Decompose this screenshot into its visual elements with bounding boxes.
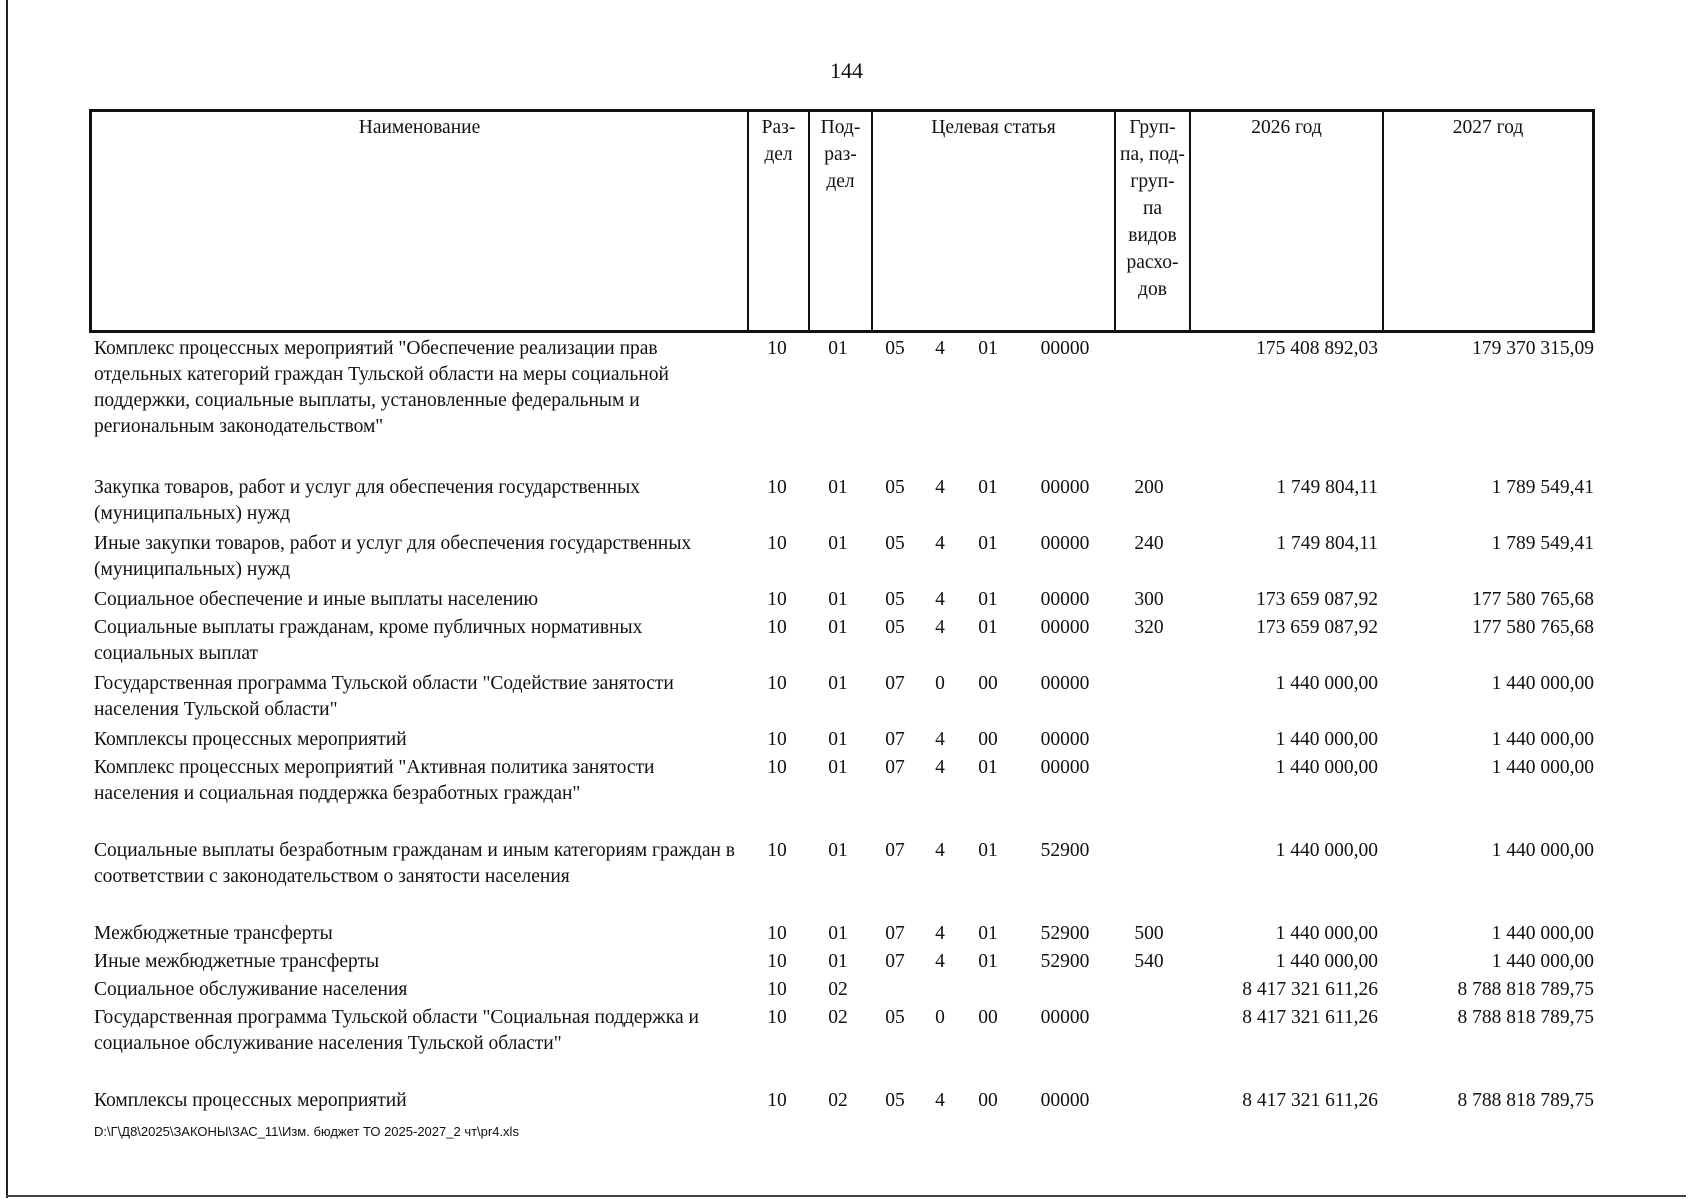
row-target-direction: 00000 [1040, 673, 1090, 694]
row-value-2026: 8 417 321 611,26 [1242, 1007, 1378, 1028]
row-target-direction: 00000 [1040, 757, 1090, 778]
row-target-direction: 00000 [1040, 617, 1090, 638]
scan-border-left [6, 0, 8, 1198]
row-expense-group: 240 [1134, 533, 1164, 554]
row-name: Иные закупки товаров, работ и услуг для обеспечения государственных (муниципальных) нужд [94, 533, 692, 580]
row-section: 10 [767, 729, 787, 750]
row-subsection: 01 [828, 589, 848, 610]
row-expense-group: 320 [1134, 617, 1164, 638]
row-name: Социальное обеспечение и иные выплаты населению [94, 589, 539, 610]
header-expense-group: Груп- па, под- груп- па видов расхо- дов [1120, 117, 1185, 300]
row-value-2027: 1 440 000,00 [1491, 757, 1594, 778]
row-section: 10 [767, 923, 787, 944]
row-value-2027: 1 440 000,00 [1491, 840, 1594, 861]
row-target-direction: 00000 [1040, 477, 1090, 498]
row-target-type: 4 [935, 533, 945, 554]
row-target-complex: 01 [978, 589, 998, 610]
row-subsection: 01 [828, 533, 848, 554]
row-subsection: 01 [828, 729, 848, 750]
row-value-2027: 1 789 549,41 [1491, 533, 1594, 554]
row-target-type: 4 [935, 840, 945, 861]
row-subsection: 01 [828, 757, 848, 778]
row-value-2026: 8 417 321 611,26 [1242, 1090, 1378, 1111]
row-section: 10 [767, 673, 787, 694]
row-subsection: 02 [828, 1007, 848, 1028]
row-subsection: 02 [828, 979, 848, 1000]
row-target-direction: 52900 [1040, 840, 1090, 861]
row-section: 10 [767, 979, 787, 1000]
row-section: 10 [767, 951, 787, 972]
header-divider [871, 112, 873, 330]
row-target-complex: 00 [978, 1090, 998, 1111]
row-target-program: 05 [885, 533, 905, 554]
row-target-program: 07 [885, 840, 905, 861]
row-target-complex: 00 [978, 673, 998, 694]
row-target-direction: 00000 [1040, 729, 1090, 750]
row-target-program: 05 [885, 589, 905, 610]
row-target-program: 07 [885, 757, 905, 778]
row-target-complex: 01 [978, 477, 998, 498]
row-name: Государственная программа Тульской области "Содействие занятости населения Тульской области" [94, 673, 674, 720]
row-value-2027: 177 580 765,68 [1472, 589, 1594, 610]
row-target-type: 4 [935, 617, 945, 638]
row-target-direction: 00000 [1040, 338, 1090, 359]
row-target-type: 4 [935, 477, 945, 498]
row-target-complex: 01 [978, 923, 998, 944]
header-year-2026: 2026 год [1251, 117, 1322, 138]
row-value-2027: 1 440 000,00 [1491, 923, 1594, 944]
row-target-complex: 00 [978, 1007, 998, 1028]
row-subsection: 01 [828, 338, 848, 359]
row-section: 10 [767, 533, 787, 554]
row-target-type: 4 [935, 951, 945, 972]
row-subsection: 02 [828, 1090, 848, 1111]
file-path-footer: D:\Г\Д8\2025\ЗАКОНЫ\ЗАС_11\Изм. бюджет ТО 2025-2027_2 чт\pr4.xls [94, 1124, 519, 1139]
row-target-program: 07 [885, 729, 905, 750]
row-name: Комплексы процессных мероприятий [94, 729, 407, 750]
row-value-2027: 1 789 549,41 [1491, 477, 1594, 498]
row-subsection: 01 [828, 477, 848, 498]
row-expense-group: 540 [1134, 951, 1164, 972]
header-year-2027: 2027 год [1452, 117, 1524, 138]
row-name: Социальные выплаты безработным гражданам и иным категориям граждан в соответствии с законодательством о занятости населения [94, 840, 735, 887]
row-target-program: 05 [885, 1090, 905, 1111]
row-name: Иные межбюджетные трансферты [94, 951, 380, 972]
row-value-2027: 8 788 818 789,75 [1457, 1007, 1594, 1028]
row-target-complex: 01 [978, 951, 998, 972]
row-value-2026: 1 440 000,00 [1275, 729, 1378, 750]
row-name: Закупка товаров, работ и услуг для обеспечения государственных (муниципальных) нужд [94, 477, 641, 524]
row-value-2027: 8 788 818 789,75 [1457, 1090, 1594, 1111]
row-target-complex: 01 [978, 617, 998, 638]
row-section: 10 [767, 1007, 787, 1028]
row-name: Социальные выплаты гражданам, кроме публичных нормативных социальных выплат [94, 617, 643, 664]
row-target-type: 0 [935, 1007, 945, 1028]
row-target-type: 4 [935, 1090, 945, 1111]
row-value-2026: 1 440 000,00 [1275, 757, 1378, 778]
row-section: 10 [767, 477, 787, 498]
row-value-2027: 1 440 000,00 [1491, 673, 1594, 694]
row-target-program: 05 [885, 477, 905, 498]
row-subsection: 01 [828, 923, 848, 944]
row-section: 10 [767, 840, 787, 861]
row-target-type: 4 [935, 338, 945, 359]
header-name: Наименование [358, 117, 481, 138]
row-target-direction: 00000 [1040, 533, 1090, 554]
table-header [89, 109, 1595, 333]
row-expense-group: 500 [1134, 923, 1164, 944]
row-target-program: 05 [885, 617, 905, 638]
row-section: 10 [767, 589, 787, 610]
row-expense-group: 300 [1134, 589, 1164, 610]
row-target-complex: 01 [978, 533, 998, 554]
row-target-complex: 01 [978, 840, 998, 861]
header-divider [1382, 112, 1384, 330]
row-value-2026: 1 440 000,00 [1275, 951, 1378, 972]
row-target-program: 07 [885, 923, 905, 944]
row-target-type: 4 [935, 757, 945, 778]
row-subsection: 01 [828, 617, 848, 638]
header-subsection: Под- раз- дел [820, 117, 861, 192]
row-subsection: 01 [828, 673, 848, 694]
row-name: Комплекс процессных мероприятий "Активная политика занятости населения и социальная поддержка безработных граждан" [94, 757, 655, 804]
row-name: Государственная программа Тульской области "Социальная поддержка и социальное обслуживание населения Тульской области" [94, 1007, 699, 1054]
row-target-type: 0 [935, 673, 945, 694]
row-name: Комплексы процессных мероприятий [94, 1090, 407, 1111]
row-name: Комплекс процессных мероприятий "Обеспечение реализации прав отдельных категорий граждан Тульской области на меры социальной поддержки, социальные выплаты, установленные федеральным и региональным законодательством" [94, 338, 669, 437]
row-name: Социальное обслуживание населения [94, 979, 408, 1000]
row-value-2027: 179 370 315,09 [1472, 338, 1594, 359]
row-target-type: 4 [935, 923, 945, 944]
row-target-program: 07 [885, 673, 905, 694]
row-target-program: 05 [885, 1007, 905, 1028]
row-target-direction: 00000 [1040, 1007, 1090, 1028]
row-target-complex: 00 [978, 729, 998, 750]
row-value-2026: 1 440 000,00 [1275, 673, 1378, 694]
row-target-direction: 52900 [1040, 923, 1090, 944]
row-value-2026: 175 408 892,03 [1256, 338, 1378, 359]
row-value-2026: 173 659 087,92 [1256, 589, 1378, 610]
row-value-2026: 8 417 321 611,26 [1242, 979, 1378, 1000]
row-value-2026: 1 440 000,00 [1275, 840, 1378, 861]
row-value-2027: 1 440 000,00 [1491, 951, 1594, 972]
row-value-2026: 173 659 087,92 [1256, 617, 1378, 638]
row-expense-group: 200 [1134, 477, 1164, 498]
row-target-direction: 00000 [1040, 589, 1090, 610]
row-target-complex: 01 [978, 338, 998, 359]
row-value-2027: 1 440 000,00 [1491, 729, 1594, 750]
row-target-type: 4 [935, 589, 945, 610]
row-name: Межбюджетные трансферты [94, 923, 333, 944]
row-target-complex: 01 [978, 757, 998, 778]
row-value-2026: 1 749 804,11 [1276, 533, 1378, 554]
header-section: Раз- дел [761, 117, 796, 165]
row-section: 10 [767, 757, 787, 778]
row-value-2026: 1 749 804,11 [1276, 477, 1378, 498]
row-target-program: 07 [885, 951, 905, 972]
row-value-2027: 177 580 765,68 [1472, 617, 1594, 638]
row-section: 10 [767, 338, 787, 359]
row-target-direction: 52900 [1040, 951, 1090, 972]
row-value-2027: 8 788 818 789,75 [1457, 979, 1594, 1000]
row-subsection: 01 [828, 840, 848, 861]
row-subsection: 01 [828, 951, 848, 972]
scan-border-bottom [6, 1195, 1686, 1197]
header-divider [1189, 112, 1191, 330]
row-section: 10 [767, 617, 787, 638]
row-target-program: 05 [885, 338, 905, 359]
row-value-2026: 1 440 000,00 [1275, 923, 1378, 944]
row-target-direction: 00000 [1040, 1090, 1090, 1111]
row-section: 10 [767, 1090, 787, 1111]
row-target-type: 4 [935, 729, 945, 750]
header-target-article: Целевая статья [931, 117, 1056, 138]
page-number: 144 [830, 58, 863, 83]
